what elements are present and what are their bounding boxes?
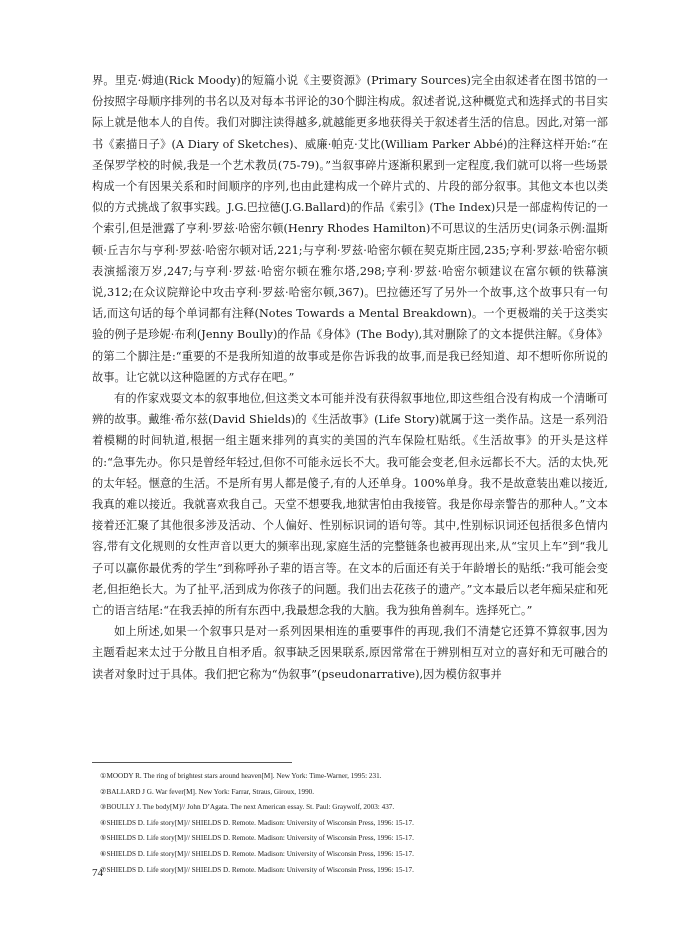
page-number: 74	[92, 867, 103, 879]
paragraph: 如上所述,如果一个叙事只是对一系列因果相连的重要事件的再现,我们不清楚它还算不算叙事,因为主题看起来太过于分散且自相矛盾。叙事缺乏因果联系,原因常常在于辨别相互对立的喜好和无可融合的读者对象时过于具体。我们把它称为“伪叙事”(pseudonarrative),因为模仿叙事并	[92, 625, 608, 681]
body-text	[92, 70, 608, 685]
paragraph: 界。里克·姆迪(Rick Moody)的短篇小说《主要资源》(Primary Sources)完全由叙述者在图书馆的一份按照字母顺序排列的书名以及对每本书评论的30个脚注构成。叙述者说,这种概览式和选择式的书目实际上就是他本人的自传。我们对脚注读得越多,就越能更多地获得关于叙述者生活的信息。因此,对第一部书《素描日子》(A Diary of Sketches)、威廉·帕克·艾比(William Parker Abbé)的注释这样开始:“在圣保罗学校的时候,我是一个艺术教员(75-79)。”当叙事碎片逐渐积累到一定程度,我们就可以将一些场景构成一个有因果关系和时间顺序的序列,也由此建构成一个碎片式的、片段的部分叙事。其他文本也以类似的方式挑战了叙事实践。J.G.巴拉德(J.G.Ballard)的作品《索引》(The Index)只是一部虚构传记的一个索引,但是泄露了亨利·罗兹·哈密尔顿(Henry Rhodes Hamilton)不可思议的生活历史(词条示例:温斯顿·丘吉尔与亨利·罗兹·哈密尔顿对话,221;与亨利·罗兹·哈密尔顿在契克斯庄园,235;亨利·罗兹·哈密尔顿表演摇滚万岁,247;与亨利·罗兹·哈密尔顿在雅尔塔,298;亨利·罗兹·哈密尔顿建议在富尔顿的铁幕演说,312;在众议院辩论中攻击亨利·罗兹·哈密尔顿,367)。巴拉德还写了另外一个故事,这个故事只有一句话,而这句话的每个单词都有注释(Notes Towards a Mental Breakdown)。一个更极端的关于这类实验的例子是珍妮·布利(Jenny Boully)的作品《身体》(The Body),其对删除了的文本提供注解。《身体》的第二个脚注是:“重要的不是我所知道的故事或是你告诉我的故事,而是我已经知道、却不想听你所说的故事。让它就以这种隐匿的方式存在吧。”	[92, 74, 608, 384]
footnote: ⑥SHIELDS D. Life story[M]// SHIELDS D. Remote. Madison: University of Wisconsin Press, 1996: 15-17.	[100, 849, 414, 858]
footnote: ④SHIELDS D. Life story[M]// SHIELDS D. Remote. Madison: University of Wisconsin Press, 1996: 15-17.	[100, 818, 414, 827]
footnote: ③BOULLY J. The body[M]// John D’Agata. The next American essay. St. Paul: Graywolf, 2003: 437.	[100, 803, 395, 812]
footnote-list	[100, 769, 608, 878]
footnote: ⑦SHIELDS D. Life story[M]// SHIELDS D. Remote. Madison: University of Wisconsin Press, 1996: 15-17.	[100, 865, 414, 874]
paragraph: 有的作家戏耍文本的叙事地位,但这类文本可能并没有获得叙事地位,即这些组合没有构成一个清晰可辨的故事。戴维·希尔兹(David Shields)的《生活故事》(Life Story)就属于这一类作品。这是一系列沿着模糊的时间轨道,根据一组主题来排列的真实的美国的汽车保险杠贴纸。《生活故事》的开头是这样的:“急事先办。你只是曾经年轻过,但你不可能永远长不大。我可能会变老,但永远都长不大。活的太快,死的太年轻。惬意的生活。不是所有男人都是傻子,有的人还单身。100%单身。我不是故意装出难以接近,我真的难以接近。我就喜欢我自己。天堂不想要我,地狱害怕由我接管。我是你母亲警告的那种人。”文本接着还汇聚了其他很多涉及活动、个人偏好、性别标识词的语句等。其中,性别标识词还包括很多色情内容,带有文化规则的女性声音以更大的频率出现,家庭生活的完整链条也被再现出来,从“宝贝上车”到“我儿子可以赢你最优秀的学生”到称呼孙子辈的语言等。在文本的后面还有关于年龄增长的贴纸:“我可能会变老,但拒绝长大。为了扯平,活到成为你孩子的问题。我们出去花孩子的遗产。”文本最后以老年痴呆症和死亡的语言结尾:“在我丢掉的所有东西中,我最想念我的大脑。我为独角兽刹车。选择死亡。”	[92, 392, 608, 618]
footnote-divider	[92, 762, 292, 763]
footnote: ②BALLARD J G. War fever[M]. New York: Farrar, Straus, Giroux, 1990.	[100, 787, 315, 796]
footnote: ⑤SHIELDS D. Life story[M]// SHIELDS D. Remote. Madison: University of Wisconsin Press, 1996: 15-17.	[100, 834, 414, 843]
footnote: ①MOODY R. The ring of brightest stars around heaven[M]. New York: Time-Warner, 1995: 231.	[100, 772, 382, 780]
